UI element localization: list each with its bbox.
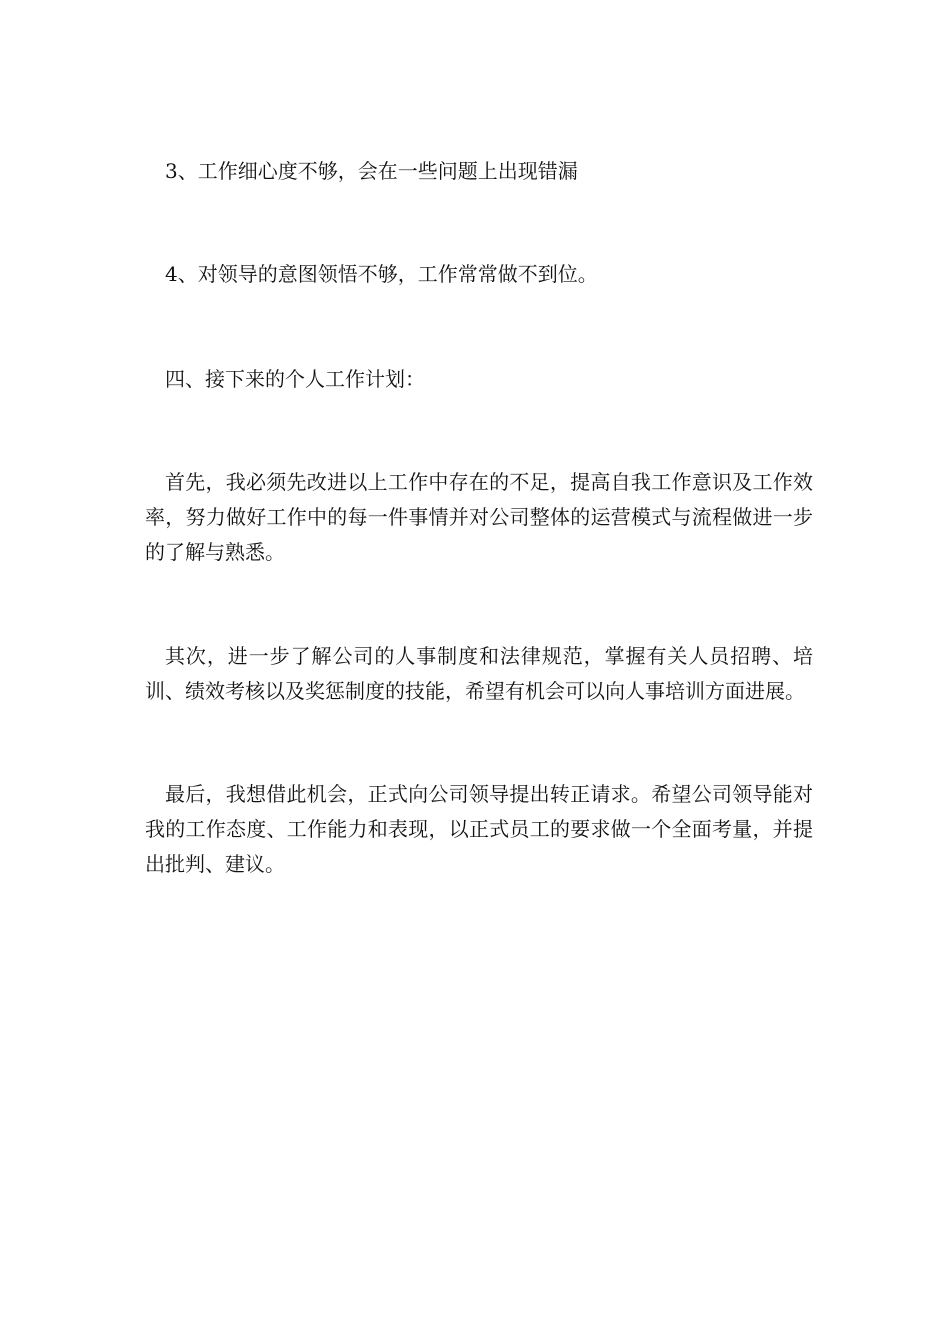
- paragraph-shortcoming-3: 3、工作细心度不够，会在一些问题上出现错漏: [165, 159, 578, 183]
- paragraph-plan-last: 最后，我想借此机会，正式向公司领导提出转正请求。希望公司领导能对我的工作态度、工作能力和表现，以正式员工的要求做一个全面考量，并提出批判、建议。: [145, 782, 813, 876]
- paragraph-plan-second: 其次，进一步了解公司的人事制度和法律规范，掌握有关人员招聘、培训、绩效考核以及奖惩制度的技能，希望有机会可以向人事培训方面进展。: [145, 644, 813, 703]
- paragraph-plan-first: 首先，我必须先改进以上工作中存在的不足，提高自我工作意识及工作效率，努力做好工作中的每一件事情并对公司整体的运营模式与流程做进一步的了解与熟悉。: [145, 470, 813, 564]
- paragraph-shortcoming-4: 4、对领导的意图领悟不够，工作常常做不到位。: [165, 262, 598, 286]
- section-heading-work-plan: 四、接下来的个人工作计划：: [165, 367, 425, 391]
